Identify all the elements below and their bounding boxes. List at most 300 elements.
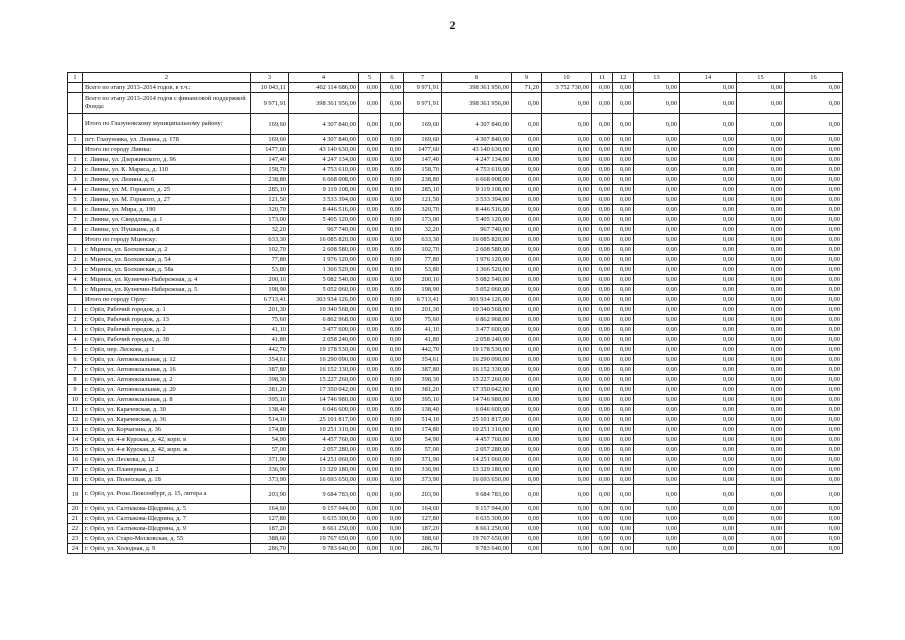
column-number-cell: 13 — [634, 73, 680, 83]
value-cell: 0,00 — [634, 534, 680, 544]
value-cell: 0,00 — [542, 514, 592, 524]
value-cell: 0,00 — [512, 375, 542, 385]
value-cell: 0,00 — [785, 255, 843, 265]
value-cell: 138,40 — [404, 405, 442, 415]
value-cell: 0,00 — [737, 455, 785, 465]
value-cell: 1477,60 — [404, 145, 442, 155]
value-cell: 0,00 — [634, 295, 680, 305]
table-row — [68, 365, 843, 375]
subtotal-row — [68, 295, 843, 305]
value-cell: 0,00 — [542, 255, 592, 265]
value-cell: 0,00 — [512, 504, 542, 514]
table-row — [68, 205, 843, 215]
value-cell: 0,00 — [359, 155, 381, 165]
value-cell: 0,00 — [359, 465, 381, 475]
value-cell: 0,00 — [680, 445, 737, 455]
value-cell: 0,00 — [634, 445, 680, 455]
address-cell: г. Мценск, ул. Болховская, д. 54 — [83, 255, 251, 265]
value-cell: 0,00 — [680, 465, 737, 475]
value-cell: 8 661 250,00 — [442, 524, 512, 534]
value-cell: 0,00 — [613, 455, 634, 465]
value-cell: 0,00 — [381, 405, 404, 415]
row-index-cell: 15 — [68, 445, 83, 455]
value-cell: 4 307 840,00 — [442, 114, 512, 135]
address-cell: г. Орёл, ул. Автовокзальная, д. 8 — [83, 395, 251, 405]
value-cell: 169,60 — [404, 135, 442, 145]
value-cell: 285,10 — [404, 185, 442, 195]
row-index-cell: 5 — [68, 285, 83, 295]
value-cell: 0,00 — [680, 365, 737, 375]
row-index-cell: 2 — [68, 255, 83, 265]
value-cell: 398,30 — [251, 375, 289, 385]
value-cell: 0,00 — [359, 185, 381, 195]
value-cell: 0,00 — [680, 195, 737, 205]
value-cell: 0,00 — [737, 425, 785, 435]
value-cell: 0,00 — [634, 83, 680, 93]
value-cell: 127,80 — [251, 514, 289, 524]
address-cell: г. Орёл, ул. Розы Люксембург, д. 15, литера а — [83, 485, 251, 504]
value-cell: 0,00 — [613, 465, 634, 475]
value-cell: 0,00 — [680, 245, 737, 255]
value-cell: 187,20 — [251, 524, 289, 534]
value-cell: 0,00 — [737, 83, 785, 93]
value-cell: 0,00 — [737, 155, 785, 165]
value-cell: 0,00 — [381, 335, 404, 345]
row-index-cell: 2 — [68, 315, 83, 325]
row-index-cell: 13 — [68, 425, 83, 435]
value-cell: 10 340 568,00 — [289, 305, 359, 315]
table-row — [68, 355, 843, 365]
value-cell: 0,00 — [634, 285, 680, 295]
row-index-cell: 4 — [68, 335, 83, 345]
value-cell: 0,00 — [359, 325, 381, 335]
value-cell: 0,00 — [592, 395, 613, 405]
value-cell: 9 684 783,00 — [442, 485, 512, 504]
value-cell: 0,00 — [359, 275, 381, 285]
value-cell: 0,00 — [542, 205, 592, 215]
value-cell: 147,40 — [251, 155, 289, 165]
document-sheet — [67, 72, 842, 554]
value-cell: 0,00 — [680, 285, 737, 295]
value-cell: 201,30 — [251, 305, 289, 315]
value-cell: 0,00 — [512, 395, 542, 405]
value-cell: 0,00 — [381, 285, 404, 295]
value-cell: 0,00 — [785, 225, 843, 235]
value-cell: 0,00 — [737, 175, 785, 185]
row-index-cell: 1 — [68, 245, 83, 255]
value-cell: 0,00 — [512, 165, 542, 175]
subtotal-label: Итого по городу Мценску: — [83, 235, 251, 245]
row-index-cell: 20 — [68, 504, 83, 514]
address-cell: г. Орёл, ул. Карачевская, д. 36 — [83, 415, 251, 425]
value-cell: 10 251 310,00 — [289, 425, 359, 435]
value-cell: 0,00 — [613, 235, 634, 245]
value-cell: 0,00 — [613, 504, 634, 514]
value-cell: 0,00 — [592, 145, 613, 155]
value-cell: 0,00 — [680, 215, 737, 225]
value-cell: 0,00 — [680, 135, 737, 145]
value-cell: 0,00 — [737, 255, 785, 265]
value-cell: 303 934 126,00 — [442, 295, 512, 305]
table-row — [68, 185, 843, 195]
value-cell: 0,00 — [613, 165, 634, 175]
value-cell: 147,40 — [404, 155, 442, 165]
row-index-cell: 11 — [68, 405, 83, 415]
value-cell: 0,00 — [737, 265, 785, 275]
value-cell: 0,00 — [381, 534, 404, 544]
value-cell: 0,00 — [359, 175, 381, 185]
value-cell: 0,00 — [359, 265, 381, 275]
value-cell: 0,00 — [680, 355, 737, 365]
value-cell: 0,00 — [680, 385, 737, 395]
value-cell: 0,00 — [542, 465, 592, 475]
column-number-cell: 2 — [83, 73, 251, 83]
value-cell: 0,00 — [634, 335, 680, 345]
value-cell: 0,00 — [737, 114, 785, 135]
value-cell: 0,00 — [785, 325, 843, 335]
value-cell: 0,00 — [613, 285, 634, 295]
address-cell: г. Орёл, Рабочий городок, д. 1 — [83, 305, 251, 315]
value-cell: 1 976 120,00 — [442, 255, 512, 265]
value-cell: 0,00 — [381, 375, 404, 385]
value-cell: 0,00 — [512, 405, 542, 415]
value-cell: 2 057 280,00 — [289, 445, 359, 455]
value-cell: 0,00 — [592, 534, 613, 544]
value-cell: 0,00 — [737, 245, 785, 255]
value-cell: 4 457 760,00 — [442, 435, 512, 445]
value-cell: 0,00 — [542, 504, 592, 514]
value-cell: 0,00 — [613, 145, 634, 155]
value-cell: 3 533 394,00 — [442, 195, 512, 205]
value-cell: 0,00 — [542, 245, 592, 255]
value-cell: 198,90 — [404, 285, 442, 295]
address-cell: г. Орёл, ул. Салтыкова-Щедрина, д. 7 — [83, 514, 251, 524]
value-cell: 16 290 090,00 — [442, 355, 512, 365]
value-cell: 0,00 — [680, 375, 737, 385]
value-cell: 75,60 — [404, 315, 442, 325]
value-cell: 0,00 — [613, 114, 634, 135]
table-row — [68, 475, 843, 485]
value-cell: 3 533 394,00 — [289, 195, 359, 205]
column-number-cell: 1 — [68, 73, 83, 83]
value-cell: 0,00 — [381, 235, 404, 245]
value-cell: 2 057 280,00 — [442, 445, 512, 455]
value-cell: 0,00 — [785, 425, 843, 435]
value-cell: 0,00 — [381, 465, 404, 475]
value-cell: 10 340 568,00 — [442, 305, 512, 315]
value-cell: 9 157 944,00 — [289, 504, 359, 514]
value-cell: 6 635 300,00 — [442, 514, 512, 524]
value-cell: 0,00 — [381, 325, 404, 335]
value-cell: 0,00 — [680, 305, 737, 315]
value-cell: 0,00 — [512, 215, 542, 225]
value-cell: 0,00 — [512, 175, 542, 185]
value-cell: 0,00 — [634, 455, 680, 465]
row-index-cell — [68, 235, 83, 245]
value-cell: 0,00 — [512, 345, 542, 355]
value-cell: 0,00 — [512, 185, 542, 195]
value-cell: 0,00 — [381, 185, 404, 195]
value-cell: 0,00 — [542, 544, 592, 554]
value-cell: 0,00 — [785, 385, 843, 395]
row-index-cell — [68, 114, 83, 135]
address-cell: г. Ливны, ул. К. Маркса, д. 110 — [83, 165, 251, 175]
value-cell: 0,00 — [359, 455, 381, 465]
value-cell: 4 753 610,00 — [442, 165, 512, 175]
value-cell: 0,00 — [785, 165, 843, 175]
value-cell: 0,00 — [512, 245, 542, 255]
value-cell: 0,00 — [542, 155, 592, 165]
value-cell: 0,00 — [613, 295, 634, 305]
value-cell: 0,00 — [359, 215, 381, 225]
value-cell: 16 693 650,00 — [442, 475, 512, 485]
value-cell: 5 405 120,00 — [442, 215, 512, 225]
value-cell: 0,00 — [634, 504, 680, 514]
value-cell: 201,30 — [404, 305, 442, 315]
value-cell: 0,00 — [737, 534, 785, 544]
value-cell: 0,00 — [542, 295, 592, 305]
address-cell: г. Орёл, Рабочий городок, д. 2 — [83, 325, 251, 335]
value-cell: 0,00 — [737, 195, 785, 205]
value-cell: 336,90 — [251, 465, 289, 475]
value-cell: 0,00 — [737, 285, 785, 295]
value-cell: 0,00 — [680, 425, 737, 435]
value-cell: 0,00 — [542, 195, 592, 205]
value-cell: 6 713,41 — [404, 295, 442, 305]
value-cell: 32,20 — [251, 225, 289, 235]
value-cell: 6 668 008,00 — [289, 175, 359, 185]
value-cell: 169,60 — [404, 114, 442, 135]
value-cell: 0,00 — [634, 93, 680, 114]
value-cell: 16 085 820,00 — [289, 235, 359, 245]
value-cell: 388,60 — [404, 534, 442, 544]
value-cell: 0,00 — [542, 225, 592, 235]
column-number-cell: 8 — [442, 73, 512, 83]
value-cell: 0,00 — [613, 544, 634, 554]
row-index-cell — [68, 83, 83, 93]
value-cell: 0,00 — [613, 305, 634, 315]
value-cell: 0,00 — [785, 275, 843, 285]
value-cell: 0,00 — [512, 534, 542, 544]
value-cell: 0,00 — [592, 305, 613, 315]
row-index-cell: 7 — [68, 365, 83, 375]
value-cell: 0,00 — [737, 504, 785, 514]
value-cell: 0,00 — [680, 534, 737, 544]
table-row — [68, 255, 843, 265]
value-cell: 0,00 — [680, 435, 737, 445]
value-cell: 0,00 — [634, 235, 680, 245]
value-cell: 0,00 — [785, 475, 843, 485]
value-cell: 0,00 — [359, 205, 381, 215]
value-cell: 0,00 — [381, 295, 404, 305]
table-row — [68, 275, 843, 285]
table-row — [68, 325, 843, 335]
value-cell: 0,00 — [359, 355, 381, 365]
value-cell: 0,00 — [737, 185, 785, 195]
value-cell: 15 227 260,00 — [289, 375, 359, 385]
value-cell: 14 746 980,00 — [442, 395, 512, 405]
value-cell: 0,00 — [592, 245, 613, 255]
value-cell: 0,00 — [542, 485, 592, 504]
value-cell: 633,30 — [251, 235, 289, 245]
value-cell: 967 740,00 — [289, 225, 359, 235]
value-cell: 0,00 — [634, 514, 680, 524]
row-index-cell: 12 — [68, 415, 83, 425]
row-index-cell: 5 — [68, 195, 83, 205]
address-cell: г. Ливны, ул. Свердлова, д. 1 — [83, 215, 251, 225]
value-cell: 0,00 — [542, 445, 592, 455]
value-cell: 0,00 — [512, 285, 542, 295]
value-cell: 0,00 — [613, 534, 634, 544]
value-cell: 0,00 — [592, 114, 613, 135]
value-cell: 0,00 — [512, 365, 542, 375]
value-cell: 0,00 — [592, 93, 613, 114]
value-cell: 0,00 — [359, 145, 381, 155]
value-cell: 388,60 — [251, 534, 289, 544]
value-cell: 3 752 730,00 — [542, 83, 592, 93]
value-cell: 0,00 — [381, 245, 404, 255]
value-cell: 0,00 — [613, 155, 634, 165]
value-cell: 0,00 — [381, 544, 404, 554]
row-index-cell: 3 — [68, 175, 83, 185]
row-index-cell: 23 — [68, 534, 83, 544]
value-cell: 0,00 — [592, 205, 613, 215]
value-cell: 0,00 — [680, 255, 737, 265]
value-cell: 0,00 — [634, 544, 680, 554]
value-cell: 0,00 — [613, 245, 634, 255]
value-cell: 0,00 — [542, 93, 592, 114]
value-cell: 0,00 — [592, 325, 613, 335]
column-number-cell: 10 — [542, 73, 592, 83]
value-cell: 4 307 840,00 — [289, 114, 359, 135]
row-index-cell: 2 — [68, 165, 83, 175]
address-cell: г. Мценск, ул. Кузнечно-Набережная, д. 5 — [83, 285, 251, 295]
column-number-cell: 4 — [289, 73, 359, 83]
value-cell: 164,60 — [404, 504, 442, 514]
value-cell: 0,00 — [592, 175, 613, 185]
value-cell: 0,00 — [613, 425, 634, 435]
value-cell: 0,00 — [359, 195, 381, 205]
value-cell: 0,00 — [542, 385, 592, 395]
row-index-cell: 1 — [68, 135, 83, 145]
value-cell: 0,00 — [737, 475, 785, 485]
value-cell: 371,90 — [404, 455, 442, 465]
value-cell: 0,00 — [613, 325, 634, 335]
value-cell: 0,00 — [359, 435, 381, 445]
value-cell: 0,00 — [592, 285, 613, 295]
row-index-cell: 6 — [68, 205, 83, 215]
value-cell: 32,20 — [404, 225, 442, 235]
value-cell: 0,00 — [381, 205, 404, 215]
value-cell: 0,00 — [634, 205, 680, 215]
page-number: 2 — [449, 18, 456, 32]
value-cell: 0,00 — [381, 83, 404, 93]
value-cell: 54,90 — [404, 435, 442, 445]
value-cell: 0,00 — [785, 514, 843, 524]
value-cell: 0,00 — [680, 205, 737, 215]
value-cell: 0,00 — [512, 93, 542, 114]
value-cell: 53,80 — [404, 265, 442, 275]
table-row — [68, 435, 843, 445]
value-cell: 0,00 — [785, 215, 843, 225]
value-cell: 0,00 — [785, 245, 843, 255]
value-cell: 0,00 — [592, 255, 613, 265]
value-cell: 0,00 — [737, 435, 785, 445]
value-cell: 0,00 — [613, 514, 634, 524]
value-cell: 0,00 — [613, 375, 634, 385]
value-cell: 0,00 — [613, 475, 634, 485]
value-cell: 4 247 134,00 — [442, 155, 512, 165]
value-cell: 0,00 — [542, 185, 592, 195]
value-cell: 398 361 956,00 — [442, 83, 512, 93]
value-cell: 6 635 300,00 — [289, 514, 359, 524]
value-cell: 17 350 042,00 — [289, 385, 359, 395]
table-row — [68, 375, 843, 385]
value-cell: 0,00 — [680, 514, 737, 524]
value-cell: 19 767 650,00 — [442, 534, 512, 544]
value-cell: 0,00 — [592, 514, 613, 524]
value-cell: 0,00 — [785, 285, 843, 295]
value-cell: 0,00 — [785, 415, 843, 425]
value-cell: 0,00 — [737, 235, 785, 245]
value-cell: 0,00 — [542, 425, 592, 435]
row-index-cell: 22 — [68, 524, 83, 534]
value-cell: 373,90 — [251, 475, 289, 485]
value-cell: 0,00 — [592, 155, 613, 165]
value-cell: 17 350 042,00 — [442, 385, 512, 395]
value-cell: 0,00 — [737, 145, 785, 155]
value-cell: 169,60 — [251, 135, 289, 145]
address-cell: г. Орёл, Рабочий городок, д. 38 — [83, 335, 251, 345]
value-cell: 173,00 — [404, 215, 442, 225]
value-cell: 0,00 — [359, 365, 381, 375]
table-row — [68, 504, 843, 514]
value-cell: 0,00 — [634, 195, 680, 205]
value-cell: 0,00 — [359, 93, 381, 114]
value-cell: 0,00 — [381, 175, 404, 185]
value-cell: 0,00 — [737, 514, 785, 524]
value-cell: 41,80 — [251, 335, 289, 345]
table-row — [68, 485, 843, 504]
value-cell: 14 251 060,00 — [289, 455, 359, 465]
value-cell: 0,00 — [634, 485, 680, 504]
value-cell: 121,50 — [404, 195, 442, 205]
value-cell: 0,00 — [542, 395, 592, 405]
value-cell: 354,61 — [404, 355, 442, 365]
value-cell: 0,00 — [592, 455, 613, 465]
value-cell: 6 713,41 — [251, 295, 289, 305]
address-cell: г. Орёл, ул. 4-я Курская, д. 42, корп. ж — [83, 445, 251, 455]
row-index-cell: 1 — [68, 305, 83, 315]
value-cell: 0,00 — [542, 345, 592, 355]
value-cell: 19 767 650,00 — [289, 534, 359, 544]
value-cell: 0,00 — [634, 465, 680, 475]
value-cell: 0,00 — [359, 504, 381, 514]
value-cell: 9 119 108,00 — [442, 185, 512, 195]
value-cell: 0,00 — [785, 93, 843, 114]
table-row — [68, 345, 843, 355]
value-cell: 0,00 — [785, 295, 843, 305]
value-cell: 0,00 — [634, 255, 680, 265]
value-cell: 127,80 — [404, 514, 442, 524]
value-cell: 0,00 — [680, 114, 737, 135]
table-row — [68, 135, 843, 145]
value-cell: 0,00 — [634, 305, 680, 315]
value-cell: 0,00 — [634, 185, 680, 195]
value-cell: 6 046 600,00 — [289, 405, 359, 415]
value-cell: 9 157 944,00 — [442, 504, 512, 514]
value-cell: 0,00 — [680, 83, 737, 93]
